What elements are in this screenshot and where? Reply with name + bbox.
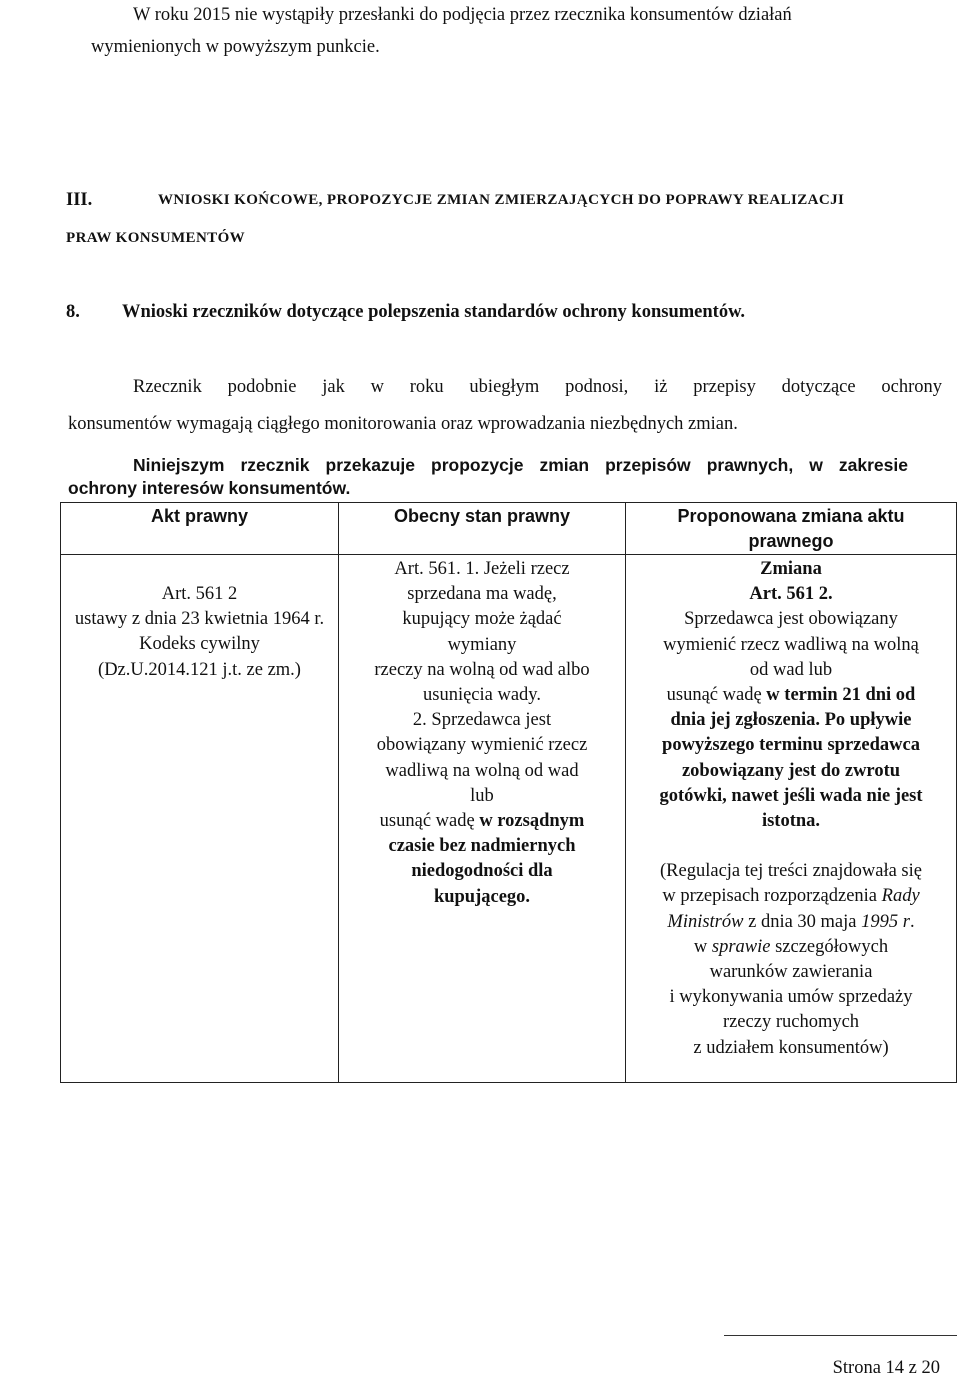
proposed-line: z udziałem konsumentów) <box>693 1037 889 1058</box>
paragraph-2-line-2: ochrony interesów konsumentów. <box>68 478 351 498</box>
cell-proposed-change <box>626 555 957 1083</box>
proposed-text: z dnia 30 maja <box>743 911 862 932</box>
proposed-line: i wykonywania umów sprzedaży <box>669 987 913 1008</box>
current-law-line: Art. 561. 1. Jeżeli rzecz <box>394 559 570 579</box>
current-law-line: obowiązany wymienić rzecz <box>376 735 588 756</box>
proposed-line: Sprzedawca jest obowiązany <box>684 609 898 630</box>
proposed-line: wymienić rzecz wadliwą na wolną <box>663 634 919 655</box>
current-law-line: niedogodności dla <box>411 861 553 882</box>
current-law-line: wadliwą na wolną od wad <box>385 760 579 781</box>
cell-current-law <box>339 555 626 1083</box>
proposed-line <box>630 884 952 909</box>
legal-changes-table <box>60 502 957 1083</box>
subsection-number: 8. <box>66 302 80 322</box>
current-law-line: czasie bez nadmiernych <box>388 836 576 857</box>
header-legal-act: Akt prawny <box>61 503 339 555</box>
current-law-line: kupującego. <box>433 886 531 907</box>
proposed-text: w przepisach rozporządzenia <box>662 886 882 907</box>
current-law-bold-text: w rozsądnym <box>479 811 585 832</box>
proposed-line <box>630 910 952 935</box>
proposed-line: rzeczy ruchomych <box>722 1012 860 1033</box>
proposed-line: (Regulacja tej treści znajdowała się <box>660 861 922 882</box>
proposed-line <box>630 683 952 708</box>
legal-act-article: Art. 561 2 <box>161 584 238 604</box>
proposed-line: Art. 561 2. <box>749 584 833 605</box>
spacer <box>630 834 952 859</box>
legal-act-code-name: Kodeks cywilny <box>139 634 260 655</box>
legal-act-statute: ustawy z dnia 23 kwietnia 1964 r. <box>74 609 325 630</box>
proposed-bold-text: w termin 21 dni od <box>766 685 916 706</box>
proposed-italic-text: Ministrów <box>667 911 744 932</box>
proposed-text: szczegółowych <box>770 936 889 957</box>
current-law-line: usunięcia wady. <box>423 685 541 706</box>
intro-line-1: W roku 2015 nie wystąpiły przesłanki do podjęcia przez rzecznika konsumentów działań <box>133 5 792 25</box>
subsection-title: Wnioski rzeczników dotyczące polepszenia standardów ochrony konsumentów. <box>122 302 746 322</box>
current-law-line: lub <box>470 785 494 806</box>
legal-act-journal: (Dz.U.2014.121 j.t. ze zm.) <box>98 659 301 680</box>
section-title-line-2: PRAW KONSUMENTÓW <box>66 230 246 246</box>
current-law-line: wymiany <box>447 634 517 655</box>
section-title-line-1: WNIOSKI KOŃCOWE, PROPOZYCJE ZMIAN ZMIERZAJĄCYCH DO POPRAWY REALIZACJI <box>158 192 845 208</box>
proposed-line <box>630 935 952 960</box>
proposed-line: zobowiązany jest do zwrotu <box>681 760 901 781</box>
current-law-line: kupujący może żądać <box>402 609 562 630</box>
header-current-law: Obecny stan prawny <box>339 503 626 555</box>
proposed-line: dnia jej zgłoszenia. Po upływie <box>670 710 912 731</box>
proposed-line: gotówki, nawet jeśli wada nie jest <box>659 785 923 806</box>
proposed-line: warunków zawierania <box>709 962 873 983</box>
proposed-line: Zmiana <box>760 559 822 579</box>
current-law-line: rzeczy na wolną od wad albo <box>374 659 590 680</box>
proposed-italic-text: 1995 r <box>861 911 910 932</box>
paragraph-1-line-2: konsumentów wymagają ciągłego monitorowania oraz wprowadzania niezbędnych zmian. <box>68 414 738 434</box>
table-header-row <box>61 503 957 555</box>
current-law-text: usunąć wadę <box>379 811 480 832</box>
current-law-line <box>343 809 621 834</box>
current-law-line: 2. Sprzedawca jest <box>412 710 552 731</box>
proposed-italic-text: Rady <box>881 886 920 907</box>
header-proposed-change: Proponowana zmiana aktu prawnego <box>626 503 957 555</box>
proposed-text: . <box>909 911 915 932</box>
proposed-text: usunąć wadę <box>666 685 767 706</box>
page-number: Strona 14 z 20 <box>832 1357 940 1378</box>
proposed-line: od wad lub <box>749 659 833 680</box>
table-row <box>61 555 957 1083</box>
proposed-line: istotna. <box>761 811 821 832</box>
proposed-line: powyższego terminu sprzedawca <box>662 735 920 756</box>
cell-legal-act <box>61 555 339 1083</box>
paragraph-2-line-1: Niniejszym rzecznik przekazuje propozycje zmian przepisów prawnych, w zakresie <box>133 455 908 475</box>
proposed-italic-text: sprawie <box>711 936 771 957</box>
footer-rule <box>724 1335 957 1336</box>
paragraph-1-line-1: Rzecznik podobnie jak w roku ubiegłym podnosi, iż przepisy dotyczące ochrony <box>133 377 942 397</box>
proposed-text: w <box>693 936 712 957</box>
current-law-line: sprzedana ma wadę, <box>407 584 557 605</box>
section-number: III. <box>66 190 93 210</box>
intro-line-2: wymienionych w powyższym punkcie. <box>91 37 380 57</box>
